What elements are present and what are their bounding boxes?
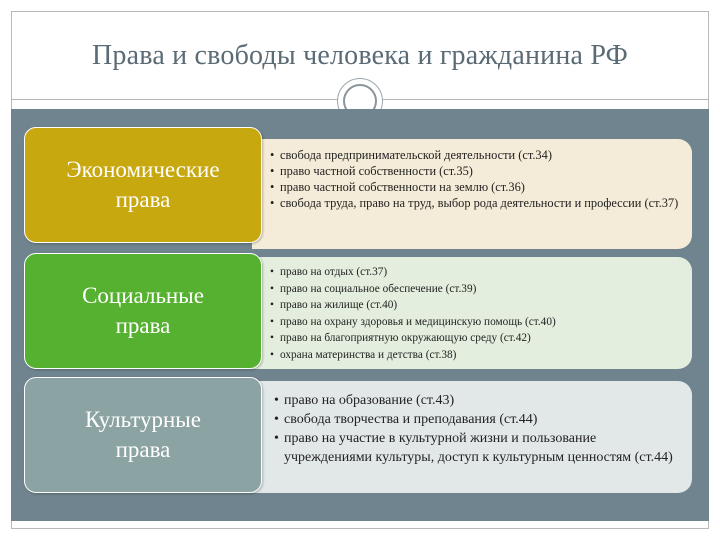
list-item: • право частной собственности (ст.35)	[270, 163, 682, 179]
economic-rights-list	[252, 139, 692, 249]
slide-title: Права и свободы человека и гражданина РФ	[92, 40, 628, 71]
list-item: • право на охрану здоровья и медицинскую помощь (ст.40)	[270, 314, 682, 331]
cultural-rights-list	[252, 381, 692, 493]
social-rights-list	[252, 257, 692, 369]
list-item: • охрана материнства и детства (ст.38)	[270, 347, 682, 364]
list-item: • право на образование (ст.43)	[274, 391, 682, 410]
list-item: • право на отдых (ст.37)	[270, 264, 682, 281]
list-item: • право на участие в культурной жизни и пользование учреждениями культуры, доступ к культурным ценностям (ст.44)	[274, 429, 682, 467]
list-item: • право на социальное обеспечение (ст.39)	[270, 281, 682, 298]
list-item: • свобода предпринимательской деятельности (ст.34)	[270, 147, 682, 163]
list-item: • право на благоприятную окружающую среду (ст.42)	[270, 330, 682, 347]
list-item: • право частной собственности на землю (ст.36)	[270, 179, 682, 195]
list-item: • право на жилище (ст.40)	[270, 297, 682, 314]
cultural-rights-label: Культурные права	[24, 377, 262, 493]
list-item: • свобода творчества и преподавания (ст.44)	[274, 410, 682, 429]
social-rights-label: Социальные права	[24, 253, 262, 369]
list-item: • свобода труда, право на труд, выбор рода деятельности и профессии (ст.37)	[270, 195, 682, 211]
economic-rights-label: Экономические права	[24, 127, 262, 243]
bottom-band	[11, 509, 709, 521]
